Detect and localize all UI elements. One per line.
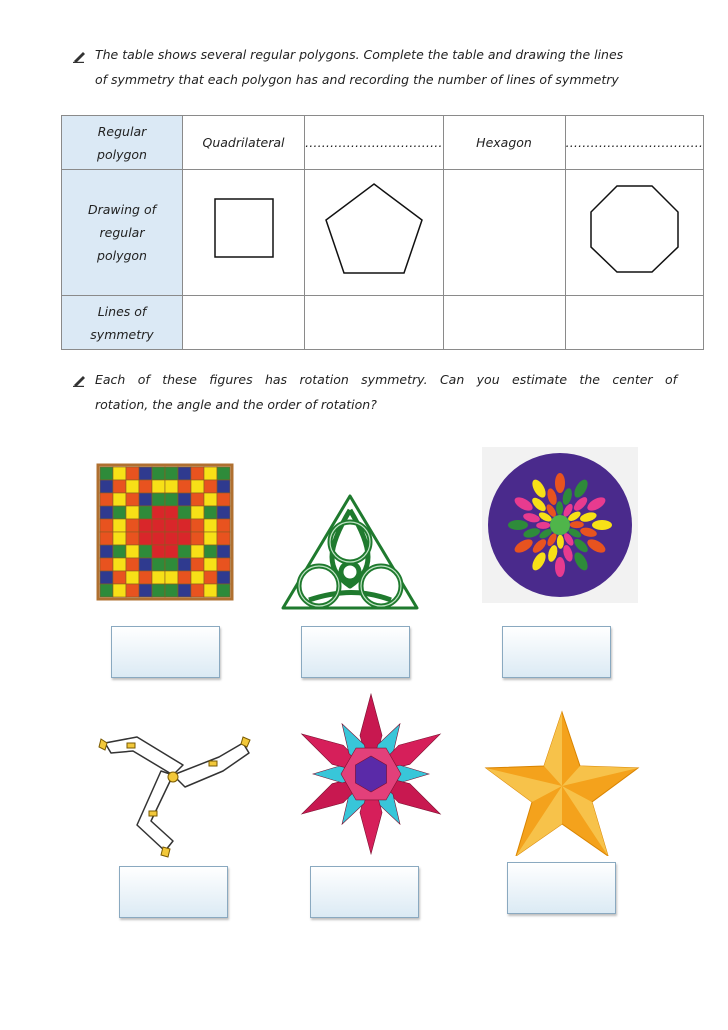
celtic-triangle-knot-figure [279,490,421,612]
column-header-2[interactable]: …………………………… [305,116,444,170]
q2-text-line2: rotation, the angle and the order of rotation? [95,397,377,412]
answer-box-1[interactable] [111,626,220,678]
drawing-square-cell [183,170,305,296]
polygon-table [61,115,704,350]
symmetry-answer-cell-4[interactable] [565,296,704,350]
mandala-figure [482,447,638,603]
answer-box-3[interactable] [502,626,611,678]
answer-box-6[interactable] [507,862,616,914]
octagon-shape [574,170,695,288]
column-header-3: Hexagon [443,116,565,170]
column-header-4[interactable]: …………………………… [565,116,704,170]
drawing-pentagon-cell [305,170,444,296]
row-header-regular-polygon: Regular polygon [62,116,183,170]
pencil-bullet-icon [72,373,86,387]
square-mosaic-figure [96,463,234,601]
drawing-empty-cell[interactable] [443,170,565,296]
symmetry-answer-cell-1[interactable] [183,296,305,350]
answer-box-5[interactable] [310,866,419,918]
pencil-bullet-icon [72,49,86,63]
pentagon-shape [313,170,435,288]
answer-box-4[interactable] [119,866,228,918]
column-header-1: Quadrilateral [183,116,305,170]
q1-text-line2: of symmetry that each polygon has and recording the number of lines of symmetry [95,72,619,87]
symmetry-answer-cell-3[interactable] [443,296,565,350]
triskelion-figure [93,713,255,858]
star-mosaic-figure [288,690,454,858]
five-point-star-figure [484,710,640,856]
symmetry-answer-cell-2[interactable] [305,296,444,350]
q1-text-line1: The table shows several regular polygons. Complete the table and drawing the lines [95,47,624,62]
row-header-drawing: Drawing of regular polygon [62,170,183,296]
square-shape [183,170,304,288]
q2-text-line1: Each of these figures has rotation symmetry. Can you estimate the center of [95,372,677,387]
row-header-lines-of-symmetry: Lines of symmetry [62,296,183,350]
drawing-octagon-cell [565,170,704,296]
answer-box-2[interactable] [301,626,410,678]
